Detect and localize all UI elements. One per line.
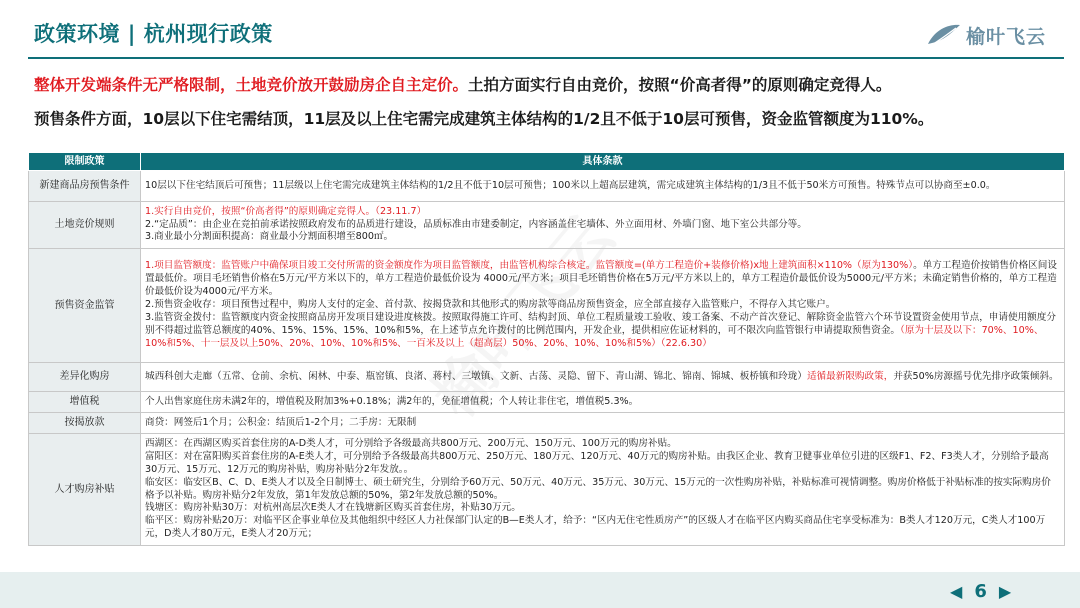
row-content (141, 249, 1065, 363)
land-rule-3: 3.商业最小分割面积提高：商业最小分割面积增至800㎡。 (145, 231, 394, 243)
pager (950, 578, 1011, 604)
column-header-terms: 具体条款 (141, 153, 1065, 171)
page-title: 政策环境 | 杭州现行政策 (34, 22, 273, 46)
funds-rule-3-previous: （原为十层及以下：70%、10%、10%和5%、十一层及以上50%、20%、10%、10%和5%、一百米及以上（超高层）50%、20%、10%、10%和5%）（22.6.30） (145, 324, 1044, 349)
talent-linan: 临安区：临安区B、C、D、E类人才以及全日制博士、硕士研究生，分别给予60万元、50万元、40万元、35万元、30万元、15万元的一次性购房补贴，补贴标准可视情调整。购房价格低于补贴标准的按实际购房价格予以补贴。购房补贴分2年发放，第1年发放总额的50%，第2年发放总额的50%。 (145, 476, 1051, 501)
funds-rule-2: 2.预售资金收存：项目预售过程中，购房人支付的定金、首付款、按揭贷款和其他形式的购房款等商品房预售资金，应全部直接存入监管账户，不得存入其它账户。 (145, 299, 836, 311)
row-content (141, 202, 1065, 249)
talent-xihu: 西湖区：在西湖区购买首套住房的A-D类人才，可分别给予各级最高共800万元、200万元、150万元、100万元的购房补贴。 (145, 437, 677, 449)
row-label: 差异化购房 (29, 363, 141, 392)
row-content (141, 434, 1065, 546)
leaf-logo-icon (926, 22, 962, 48)
row-label: 预售资金监管 (29, 249, 141, 363)
diff-tail: 并获50%房源摇号优先排序政策倾斜。 (893, 370, 1059, 382)
row-content (141, 363, 1065, 392)
column-header-policy: 限制政策 (29, 153, 141, 171)
row-content: 10层以下住宅结顶后可预售；11层级以上住宅需完成建筑主体结构的1/2且不低于10层可预售；100米以上超高层建筑，需完成建筑主体结构的1/3且不低于50米方可预售。特殊节点可以协商至±0.0。 (141, 171, 1065, 202)
table-row-diff (29, 363, 1065, 392)
row-content: 个人出售家庭住房未满2年的，增值税及附加3%+0.18%；满2年的，免征增值税；个人转让非住宅，增值税5.3%。 (141, 392, 1065, 413)
row-label: 人才购房补贴 (29, 434, 141, 546)
row-label: 增值税 (29, 392, 141, 413)
headline-text-2: 预售条件方面，10层以下住宅需结顶，11层及以上住宅需完成建筑主体结构的1/2且不低于10层可预售，资金监管额度为110%。 (34, 110, 934, 128)
table-row-vat (29, 392, 1065, 413)
funds-rule-1-detail: 。单方工程造价按销售价格区间设置最低价。项目毛坯销售价格在5万元/平方米以下的，单方工程造价最低价设为 4000元/平方米；项目毛坯销售价格在5万元/平方米以上的，单方工程造价最低价设为5000元/平方米；未确定销售价格的，单方工程造价最低价设为4000元/平方米。 (145, 260, 1057, 298)
logo-text: 榆叶飞云 (966, 25, 1047, 48)
talent-fuyang: 富阳区：对在富阳购买首套住房的A-E类人才，可分别给予各级最高共800万元、250万元、180万元、120万元、40万元的购房补贴。由我区企业、教育卫健事业单位引进的区级F1、F2、F3类人才，分别给予最高30万元、15万元、12万元的购房补贴，购房补贴分2年发放。。 (145, 450, 1049, 475)
row-label: 新建商品房预售条件 (29, 171, 141, 202)
row-label: 土地竞价规则 (29, 202, 141, 249)
row-label: 按揭放款 (29, 413, 141, 434)
header-divider (28, 57, 1064, 59)
headline-text-1: 土拍方面实行自由竞价，按照“价高者得”的原则确定竞得人。 (468, 76, 892, 94)
row-content: 商贷：网签后1个月；公积金：结顶后1-2个月；二手房：无限制 (141, 413, 1065, 434)
triangle-right-icon[interactable]: ▶ (998, 581, 1012, 601)
funds-rule-3: 3.监管资金拨付：监管额度内资金按照商品房开发项目建设进度核拨。按照取得施工许可、结构封顶、单位工程质量竣工验收、竣工备案、不动产首次登记、解除资金监管六个环节设置资金使用节点，申请使用额度分别不得超过监管总额度的40%、15%、15%、15%、10%和5%，在上述节点允许拨付的比例范围内，开发企业，提供相应佐证材料的，可不限次向监管银行申请提取预售资金。 (145, 311, 1056, 336)
funds-rule-1-highlight: 1.项目监管额度：监管账户中确保项目竣工交付所需的资金额度作为项目监管额度，由监管机构综合核定。监管额度=(单方工程造价+装修价格)x地上建筑面积×110%（原为130%） (145, 260, 914, 272)
table-row-mortgage (29, 413, 1065, 434)
land-rule-2: 2.“定品质”：由企业在竞拍前承诺按照政府发布的品质进行建设，品质标准由市建委制定，内容涵盖住宅墙体、外立面用材、外墙门窗、地下室公共部分等。 (145, 218, 807, 230)
footer-band (0, 572, 1080, 608)
table-header-row (29, 153, 1065, 171)
policy-table (28, 152, 1065, 546)
table-row-presale (29, 171, 1065, 202)
table-row-talent (29, 434, 1065, 546)
land-rule-1: 1.实行自由竞价，按照“价高者得”的原则确定竞得人。（23.11.7） (145, 205, 427, 217)
table-row-land (29, 202, 1065, 249)
table-row-funds (29, 249, 1065, 363)
brand-logo (926, 20, 1056, 50)
talent-linping: 临平区：购房补贴20万：对临平区企事业单位及其他组织中经区人力社保部门认定的B—E类人才，给予：“区内无住宅性质房产”的区级人才在临平区内购买商品住宅享受标准为：B类人才120万元，C类人才100万元，D类人才80万元，E类人才20万元； (145, 515, 1046, 540)
page-number: 6 (974, 580, 987, 602)
diff-area: 城西科创大走廊（五常、仓前、余杭、闲林、中泰、瓶窑镇、良渚、蒋村、三墩镇、文新、古荡、灵隐、留下、青山湖、锦北、锦南、锦城、板桥镇和玲珑） (145, 370, 807, 382)
talent-qiantang: 钱塘区：购房补贴30万：对杭州高层次E类人才在钱塘新区购买首套住房，补贴30万元。 (145, 502, 521, 514)
diff-highlight: 适循最新限购政策， (806, 370, 894, 382)
headline (34, 68, 1064, 136)
headline-emphasis: 整体开发端条件无严格限制，土地竞价放开鼓励房企自主定价。 (34, 76, 469, 94)
triangle-left-icon[interactable]: ◀ (950, 581, 963, 601)
